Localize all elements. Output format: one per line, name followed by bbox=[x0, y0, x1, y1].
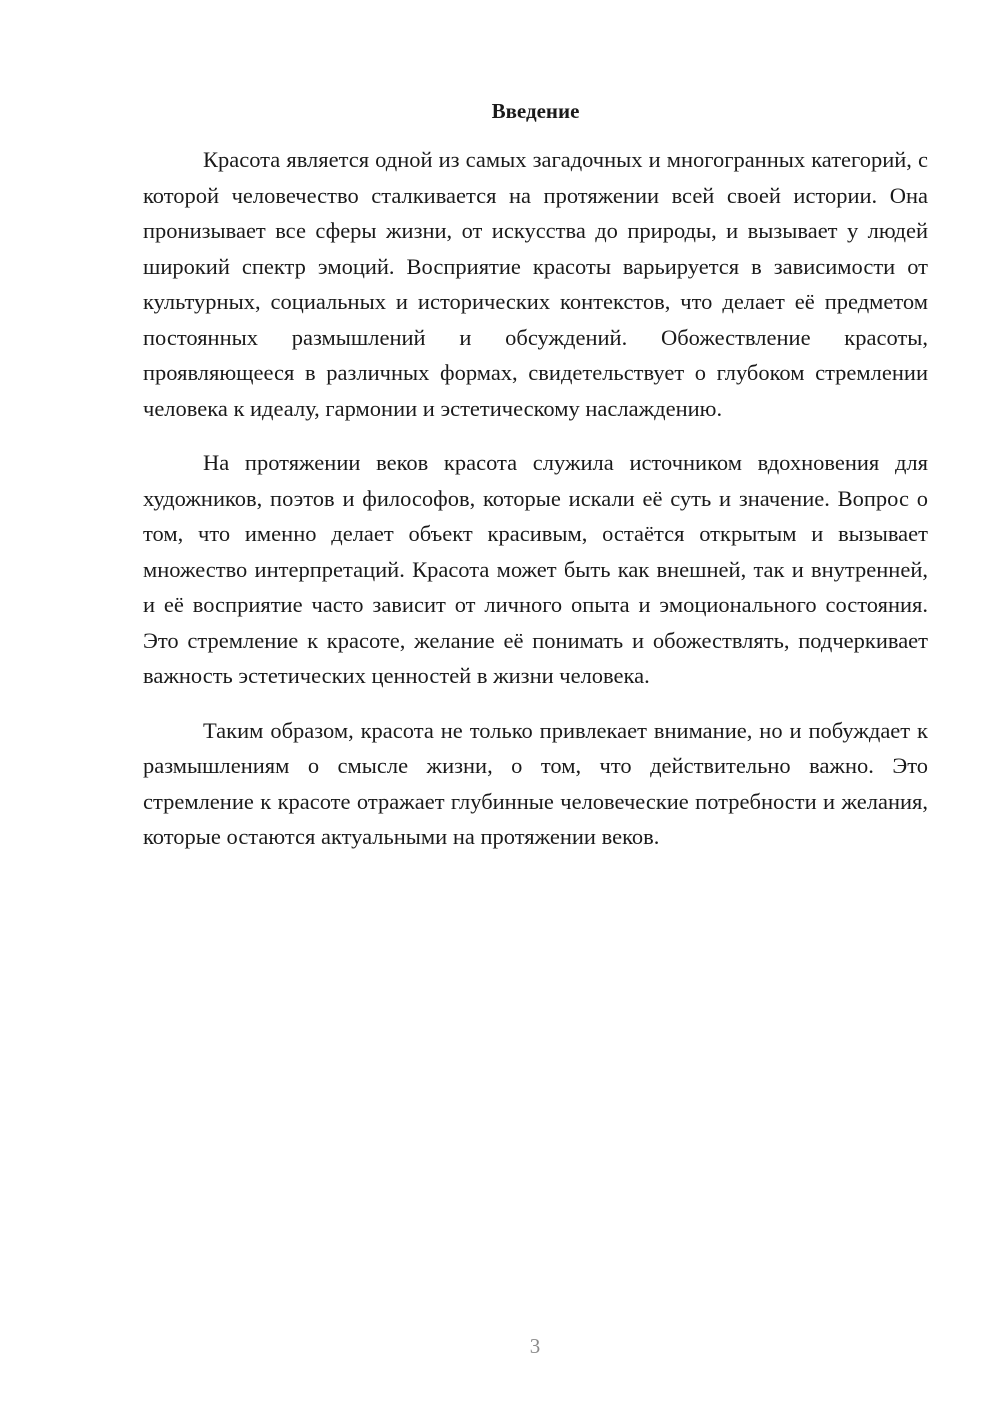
paragraph-1: Красота является одной из самых загадочных и многогранных категорий, с которой человечество сталкивается на протяжении всей своей истории. Она пронизывает все сферы жизни, от искусства до природы, и вызывает у людей широкий спектр эмоций. Восприятие красоты варьируется в зависимости от культурных, социальных и исторических контекстов, что делает её предметом постоянных размышлений и обсуждений. Обожествление красоты, проявляющееся в различных формах, свидетельствует о глубоком стремлении человека к идеалу, гармонии и эстетическому наслаждению. bbox=[143, 147, 928, 421]
paragraph-3: Таким образом, красота не только привлекает внимание, но и побуждает к размышлениям о смысле жизни, о том, что действительно важно. Это стремление к красоте отражает глубинные человеческие потребности и желания, которые остаются актуальными на протяжении веков. bbox=[143, 717, 928, 849]
body-text bbox=[143, 142, 928, 874]
paragraph-2: На протяжении веков красота служила источником вдохновения для художников, поэтов и философов, которые искали её суть и значение. Вопрос о том, что именно делает объект красивым, остаётся открытым и вызывает множество интерпретаций. Красота может быть как внешней, так и внутренней, и её восприятие часто зависит от личного опыта и эмоционального состояния. Это стремление к красоте, желание её понимать и обожествлять, подчеркивает важность эстетических ценностей в жизни человека. bbox=[143, 450, 928, 688]
page-title: Введение bbox=[491, 99, 580, 123]
page-number: 3 bbox=[529, 1334, 541, 1358]
